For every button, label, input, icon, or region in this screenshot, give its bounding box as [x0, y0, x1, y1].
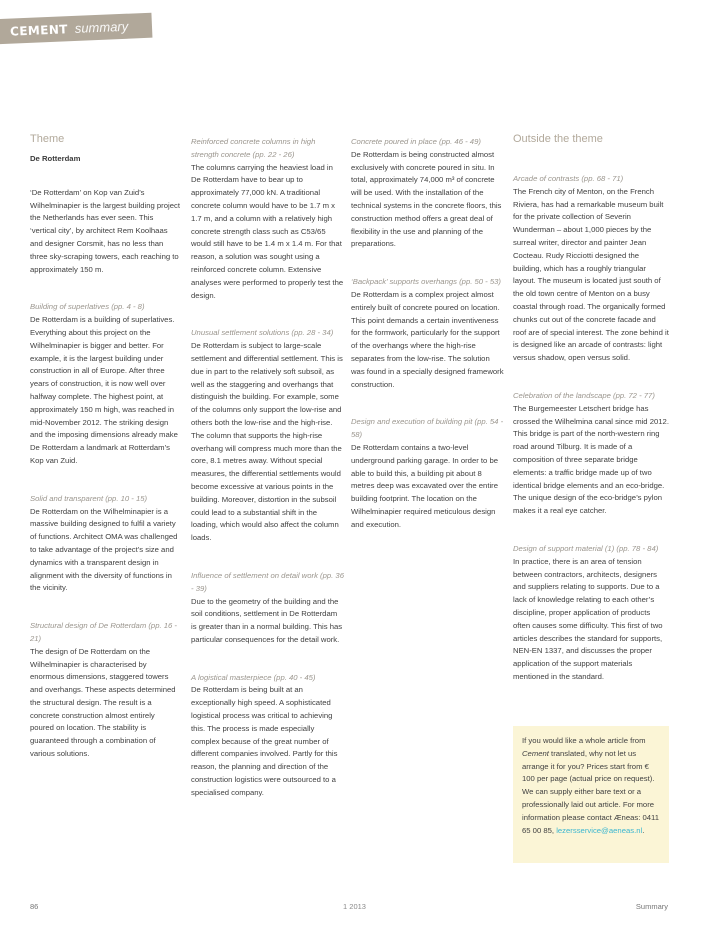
translation-offer-box: [513, 726, 669, 863]
article-body: De Rotterdam is a complex project almost entirely built of concrete poured on location. This point demands a certain inventiveness for the formwork, particularly for the support of the overhangs where the high-rise separates from the low-rise. The solution was found in a specially designed framework construction.: [351, 289, 504, 389]
article-summary: [513, 390, 669, 518]
article-body: The columns carrying the heaviest load in De Rotterdam have to bear up to approximately 77,000 kN. A traditional concrete column would have to be 1.7 m x 1.7 m, and a column with a relatively high concrete strength class such as C53/65 would still have to be 1.4 m x 1.4 m. For that reason, a solution was sought using a reinforced concrete column. Extensive analyses were performed to properly test the design.: [191, 162, 344, 300]
article-title: Concrete poured in place (pp. 46 - 49): [351, 137, 481, 146]
theme-heading: Theme: [30, 133, 65, 145]
offer-text-3: We can supply either bare text or a professionally laid out article. For more information please contact Æneas: 0411 65 00 85,: [522, 787, 660, 835]
footer-section-label: Summary: [635, 902, 668, 911]
article-body: In practice, there is an area of tension between contractors, architects, designers and suppliers relating to supports. Due to a lack of knowledge relating to each other’s discipline, proper application of products often causes some difficulty. This first of two articles describes the standard for supports, NEN-EN 1337, and discusses the proper application of the support materials mentioned in the standard.: [513, 556, 663, 681]
theme-intro: ‘De Rotterdam’ on Kop van Zuid’s Wilhelminapier is the largest building project the Netherlands has ever seen. This ‘vertical city’, by architect Rem Koolhaas and designer Corsmit, has no less than three sky-scraping towers, each reaching to approximately 150 m.: [30, 187, 180, 274]
translation-offer-paragraph-1: [522, 735, 660, 786]
article-summary: [30, 620, 180, 761]
translation-offer-paragraph-2: [522, 786, 660, 837]
article-body: De Rotterdam is subject to large-scale settlement and differential settlement. This is due in part to the relatively soft subsoil, as well as the staggering and overhangs that distinguish the building. For example, some of the columns only support the low-rise and others both the low-rise and the high-rise. The column that supports the high-rise overhang will compress much more than the core, 8.1 metres away. Without special measures, the differential settlements would become excessive at various points in the building. Moreover, distortion in the subsoil could lead to a substantial shift in the loading, which would also affect the column loads.: [191, 341, 343, 543]
article-title: A logistical masterpiece (pp. 40 - 45): [191, 672, 316, 682]
article-summary: [30, 301, 180, 467]
article-body: De Rotterdam is being constructed almost exclusively with concrete poured in situ. In total, approximately 74,000 m³ of concrete will be used. With the installation of the technical systems in the concrete floors, this construction method offers a great deal of flexibility in the use and planning of the preparations.: [351, 149, 502, 249]
article-body: The design of De Rotterdam on the Wilhelminapier is characterised by enormous dimensions, staggered towers and overhangs. These aspects determined the structural design. The result is a concrete construction almost entirely poured on location. The stability is guaranteed through a combination of various solutions.: [30, 646, 176, 759]
article-title: Building of superlatives (pp. 4 - 8): [30, 302, 145, 312]
article-title: Arcade of contrasts (pp. 68 - 71): [513, 174, 624, 183]
article-body: De Rotterdam is being built at an exceptionally high speed. A sophisticated logistical process was critical to achieving this. The process is made especially complex because of the great number of different companies involved. Partly for this reason, the planning and direction of the construction logistics were outsourced to a specialised company.: [191, 685, 338, 797]
header-banner: [0, 13, 152, 45]
column-theme: [30, 133, 180, 786]
article-summary: [351, 136, 504, 251]
article-title: Design of support material (1) (pp. 78 - 84): [513, 543, 659, 553]
article-summary: [513, 173, 669, 365]
offer-text-4: .: [642, 825, 645, 835]
article-summary: [513, 543, 669, 684]
page-number: 86: [30, 902, 39, 911]
article-title: Solid and transparent (pp. 10 - 15): [30, 493, 148, 503]
article-title: Reinforced concrete columns in high strength concrete (pp. 22 - 26): [191, 137, 316, 159]
article-body: The French city of Menton, on the French Riviera, has had a remarkable museum built for the private collection of Severin Wunderman – about 1,000 pieces by the surreal writer, director and painter Jean Cocteau. Rudy Ricciotti designed the building, which has a roughly triangular layout. The museum is located just south of the old town centre of Menton on a busy coastal through road. The organically formed chunks cut out of the concrete facade and roof are of special interest. The zone behind it is designed like an arcade of contrasts: light versus shadow, open versus solid.: [513, 186, 669, 363]
article-summary: [351, 416, 504, 531]
article-title: Influence of settlement on detail work (pp. 36 - 39): [191, 570, 344, 593]
article-summary: [351, 276, 504, 391]
outside-theme-heading: Outside the theme: [513, 133, 603, 145]
article-title: Unusual settlement solutions (pp. 28 - 34): [191, 328, 334, 338]
article-body: De Rotterdam contains a two-level underground parking garage. In order to be able to build this, a building pit about 8 metres deep was excavated over the entire building footprint. The location on the Wilhelminapier required meticulous design and execution.: [351, 442, 499, 529]
offer-text-2: translated, why not let us arrange it for you? Prices start from € 100 per page (actual price on request).: [522, 748, 655, 784]
page-footer: [0, 902, 709, 916]
summary-banner-label: summary: [74, 18, 129, 36]
offer-text-1: If you would like a whole article from: [522, 736, 646, 745]
cement-title-italic: Cement: [522, 748, 549, 758]
article-title: Structural design of De Rotterdam (pp. 16 - 21): [30, 621, 177, 643]
article-title: ‘Backpack’ supports overhangs (pp. 50 - 53): [351, 277, 501, 287]
article-body: The Burgemeester Letschert bridge has crossed the Wilhelmina canal since mid 2012. This bridge is part of the north-western ring road around Tilburg. It is made of a composition of three separate bridge elements: a traffic bridge made up of two identical bridge elements and an eco-bridge. The unique design of the eco-bridge’s pylon makes it a real eye catcher.: [513, 403, 669, 516]
article-summary: [191, 136, 344, 302]
column-theme-continued: [191, 136, 344, 825]
article-title: Design and execution of building pit (pp. 54 - 58): [351, 417, 504, 440]
article-body: De Rotterdam is a building of superlatives. Everything about this project on the Wilhelminapier is bigger and better. For example, it is the largest building under construction in all of Europe. After three years of construction, it is now well over halfway complete. The highest point, at approximately 150 m high, was reached in mid-November 2012. The striking design and the imposing dimensions already make De Rotterdam a landmark at Rotterdam’s Kop van Zuid.: [30, 315, 178, 465]
email-link[interactable]: lezersservice@aeneas.nl: [556, 825, 643, 835]
cement-logo: CEMENT: [9, 21, 69, 39]
column-theme-continued-2: [351, 136, 504, 557]
article-title: Celebration of the landscape (pp. 72 - 77): [513, 390, 655, 400]
theme-subheading: De Rotterdam: [30, 154, 81, 163]
article-body: Due to the geometry of the building and the soil conditions, settlement in De Rotterdam is greater than in a normal building. This has particular consequences for the detail work.: [191, 596, 343, 644]
column-outside-theme: [513, 133, 669, 709]
article-body: De Rotterdam on the Wilhelminapier is a massive building designed to fulfil a variety of functions. Architect OMA was challenged to take advantage of the project’s size and dynamics with a transparent design in alignment with the diversity of functions in the vicinity.: [30, 506, 178, 593]
issue-label: 1 2013: [343, 902, 366, 911]
article-summary: [191, 570, 344, 647]
article-summary: [191, 672, 344, 800]
article-summary: [30, 493, 180, 595]
article-summary: [191, 327, 344, 545]
